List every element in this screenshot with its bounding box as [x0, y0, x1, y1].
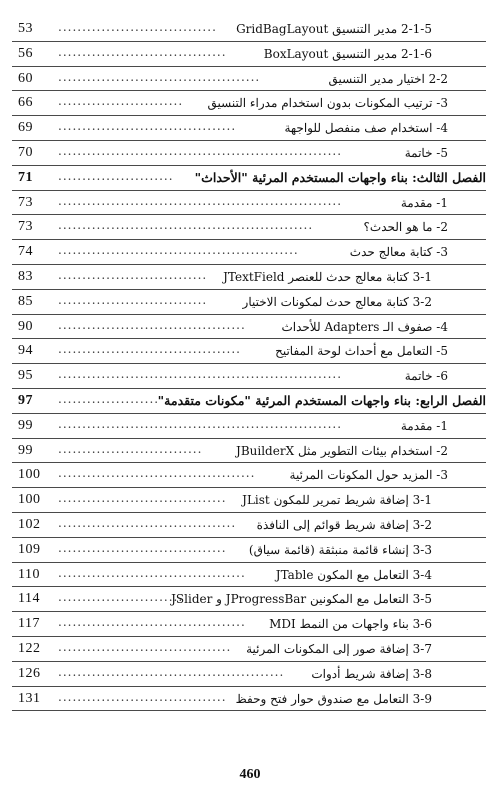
toc-leader-dots: ...................................	[58, 540, 227, 555]
toc-entry-title: 3-7 إضافة صور إلى المكونات المرئية	[246, 641, 432, 656]
toc-page-number: 56	[18, 45, 33, 61]
toc-page-number: 122	[18, 640, 41, 656]
toc-row	[12, 587, 486, 612]
toc-entry-title: 2-2 اختيار مدير التنسيق	[328, 71, 448, 86]
toc-entry-title: 3-3 إنشاء قائمة منبثقة (قائمة سياق)	[248, 542, 432, 557]
toc-page-number: 99	[18, 417, 33, 433]
toc-leader-dots: ........................	[58, 168, 174, 183]
toc-entry-title: 1- مقدمة	[400, 418, 448, 433]
toc-page-number: 100	[18, 492, 41, 508]
toc-page-number: 85	[18, 293, 33, 309]
toc-row	[12, 414, 486, 439]
toc-row	[12, 364, 486, 389]
toc-page-number: 71	[18, 169, 33, 185]
toc-row	[12, 662, 486, 687]
toc-row	[12, 339, 486, 364]
toc-leader-dots: ..............................	[58, 441, 203, 456]
toc-page-number: 70	[18, 144, 33, 160]
toc-entry-title: 4- صفوف الـ Adapters للأحداث	[281, 319, 448, 334]
toc-row	[12, 439, 486, 464]
toc-leader-dots: ..........................	[58, 590, 184, 605]
toc-page-number: 114	[18, 591, 40, 607]
toc-entry-title: 3-1 إضافة شريط تمرير للمكون JList	[242, 493, 432, 508]
toc-leader-dots: ...................................	[58, 491, 227, 506]
toc-page-number: 94	[18, 343, 33, 359]
toc-leader-dots: ...........................................................	[58, 193, 343, 208]
toc-leader-dots: .....................................	[58, 119, 237, 134]
toc-leader-dots: .........................................	[58, 466, 256, 481]
table-of-contents	[12, 17, 486, 711]
toc-leader-dots: .....................................	[58, 515, 237, 530]
toc-leader-dots: .................................	[58, 20, 217, 34]
toc-leader-dots: ...................................	[58, 44, 227, 59]
toc-chapter-row	[12, 166, 486, 191]
toc-row	[12, 538, 486, 563]
toc-row	[12, 141, 486, 166]
toc-leader-dots: .......................................	[58, 317, 246, 332]
toc-entry-title: 2-1-6 مدير التنسيق BoxLayout	[263, 46, 432, 61]
toc-leader-dots: .....................	[58, 391, 160, 406]
toc-entry-title: 4- استخدام صف منفصل للواجهة	[284, 121, 448, 136]
toc-entry-title: 5- التعامل مع أحداث لوحة المفاتيح	[275, 344, 448, 359]
toc-leader-dots: ....................................	[58, 639, 232, 654]
toc-chapter-title: الفصل الثالث: بناء واجهات المستخدم المرئية "الأحداث"	[194, 169, 486, 185]
toc-entry-title: 2- استخدام بيئات التطوير مثل JBuilderX	[236, 443, 448, 458]
toc-leader-dots: ...............................	[58, 267, 208, 282]
toc-page-number: 90	[18, 318, 33, 334]
toc-row	[12, 191, 486, 216]
toc-page-number: 74	[18, 244, 33, 260]
toc-page-number: 126	[18, 665, 41, 681]
toc-row	[12, 17, 486, 42]
toc-entry-title: 2- ما هو الحدث؟	[363, 220, 448, 235]
toc-row	[12, 42, 486, 67]
toc-leader-dots: .......................................	[58, 565, 246, 580]
toc-row	[12, 290, 486, 315]
toc-leader-dots: .......................................	[58, 615, 246, 630]
toc-row	[12, 488, 486, 513]
toc-leader-dots: .....................................................	[58, 218, 314, 233]
toc-page-number: 109	[18, 541, 41, 557]
toc-page-number: 73	[18, 194, 33, 210]
toc-row	[12, 687, 486, 712]
toc-entry-title: 3-1 كتابة معالج حدث للعنصر JTextField	[223, 269, 432, 284]
toc-page-number: 100	[18, 467, 41, 483]
toc-entry-title: 1- مقدمة	[400, 195, 448, 210]
toc-leader-dots: ..........................................	[58, 69, 261, 84]
page-number: 460	[239, 767, 261, 782]
toc-row	[12, 240, 486, 265]
toc-row	[12, 563, 486, 588]
toc-entry-title: 3-6 بناء واجهات من النمط MDI	[269, 617, 432, 632]
toc-page-number: 117	[18, 616, 40, 632]
toc-page-number: 99	[18, 442, 33, 458]
toc-leader-dots: ......................................	[58, 342, 241, 357]
toc-entry-title: 3-2 إضافة شريط قوائم إلى النافذة	[256, 517, 432, 532]
toc-row	[12, 612, 486, 637]
toc-entry-title: 2-1-5 مدير التنسيق GridBagLayout	[236, 22, 432, 36]
toc-row	[12, 67, 486, 92]
toc-chapter-title: الفصل الرابع: بناء واجهات المستخدم المرئية "مكونات متقدمة"	[157, 392, 486, 408]
toc-entry-title: 3- ترتيب المكونات بدون استخدام مدراء التنسيق	[207, 96, 448, 111]
toc-row	[12, 463, 486, 488]
toc-leader-dots: ...........................................................	[58, 143, 343, 158]
toc-entry-title: 3-9 التعامل مع صندوق حوار فتح وحفظ	[235, 691, 432, 706]
toc-page-number: 95	[18, 368, 33, 384]
toc-chapter-row	[12, 389, 486, 414]
toc-row	[12, 315, 486, 340]
toc-row	[12, 91, 486, 116]
toc-leader-dots: ...........................................................	[58, 416, 343, 431]
toc-leader-dots: ...............................	[58, 292, 208, 307]
toc-page-number: 53	[18, 21, 33, 36]
toc-leader-dots: ..........................	[58, 94, 184, 109]
toc-entry-title: 3- المزيد حول المكونات المرئية	[289, 468, 448, 483]
toc-entry-title: 3- كتابة معالج حدث	[349, 245, 448, 260]
toc-page-number: 102	[18, 516, 41, 532]
toc-entry-title: 6- خاتمة	[404, 369, 448, 384]
toc-row	[12, 265, 486, 290]
toc-page-number: 97	[18, 392, 33, 408]
toc-page-number: 66	[18, 95, 33, 111]
toc-page-number: 131	[18, 690, 41, 706]
toc-page-number: 69	[18, 120, 33, 136]
toc-entry-title: 3-4 التعامل مع المكون JTable	[275, 567, 432, 582]
toc-leader-dots: ...............................................	[58, 664, 285, 679]
toc-row	[12, 215, 486, 240]
toc-row	[12, 637, 486, 662]
toc-entry-title: 5- خاتمة	[404, 145, 448, 160]
toc-leader-dots: ...........................................................	[58, 367, 343, 382]
toc-row	[12, 116, 486, 141]
toc-page-number: 110	[18, 566, 40, 582]
toc-page-number: 60	[18, 70, 33, 86]
toc-page-number: 73	[18, 219, 33, 235]
toc-leader-dots: ..................................................	[58, 243, 299, 258]
toc-page-number: 83	[18, 268, 33, 284]
toc-leader-dots: ...................................	[58, 689, 227, 704]
toc-entry-title: 3-5 التعامل مع المكونين JProgressBar و JSlider	[171, 592, 432, 607]
toc-row	[12, 513, 486, 538]
toc-entry-title: 3-2 كتابة معالج حدث لمكونات الاختيار	[242, 294, 432, 309]
toc-entry-title: 3-8 إضافة شريط أدوات	[311, 666, 432, 681]
